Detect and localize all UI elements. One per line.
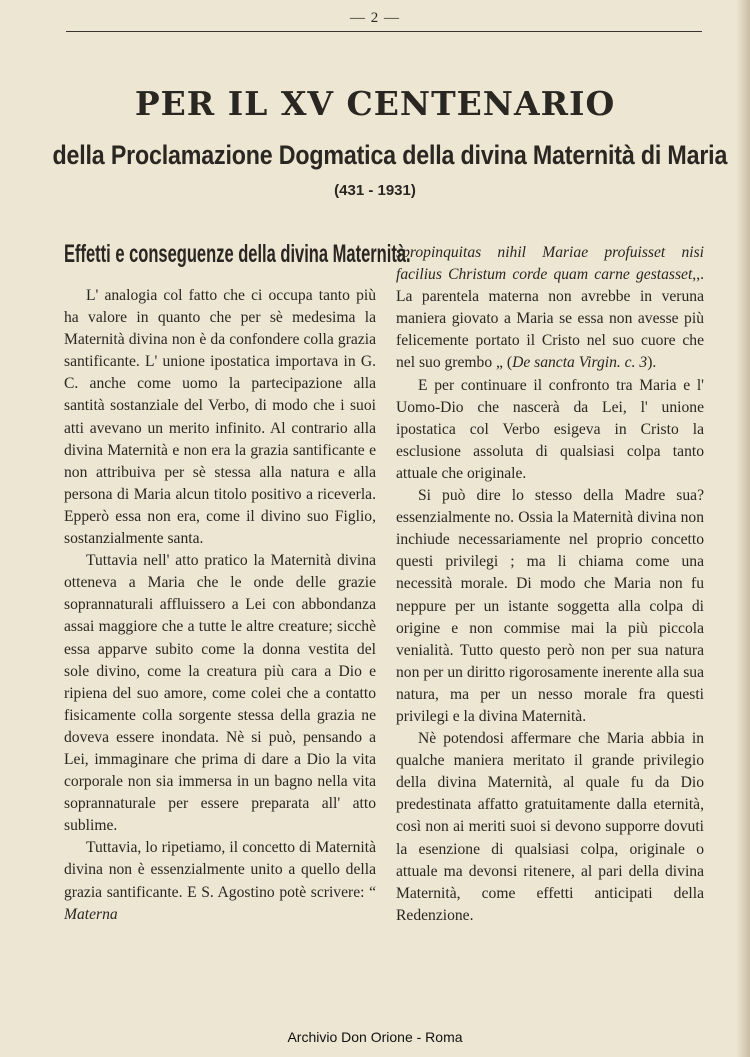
paragraph: E per continuare il confronto tra Maria e l' Uomo-Dio che nascerà da Lei, l' unione ipostatica col Verbo esigeva in Cristo la esclusione assoluta di qualsiasi colpa tanto attuale che originale. <box>396 376 704 482</box>
page-number: — 2 — <box>350 10 400 26</box>
citation: De sancta Virgin. c. 3 <box>512 354 648 372</box>
text-run: Tuttavia, lo ripetiamo, il concetto di Maternità divina non è essenzialmente unito a quello della grazia santificante. E S. Agostino potè scrivere: “ <box>64 839 376 901</box>
left-column <box>64 285 376 926</box>
text-run: ). <box>647 354 657 372</box>
latin-quote: Materna <box>64 905 118 923</box>
paragraph: Si può dire lo stesso della Madre sua? essenzialmente no. Ossia la Maternità divina non inchiude necessariamente nel proprio concetto questi privilegi ; ma li chiama come una necessità morale. Di modo che Maria non fu neppure per un istante soggetta alla colpa di origine e non commise mai la più piccola venialità. Tutto questo però non per sua natura non per un diritto rigorosamente inerente alla sua natura, ma per un nesso morale fra questi privilegi e la divina Maternità. <box>396 487 704 725</box>
title-dates: (431 - 1931) <box>334 182 416 199</box>
paragraph <box>64 837 376 925</box>
text-run: ,,. La parentela materna non avrebbe in veruna maniera giovato a Maria se essa non avesse più felicemente portato il Cristo nel suo cuore che nel suo grembo „ ( <box>396 266 704 372</box>
header-rule <box>66 31 702 32</box>
latin-quote: spropinquitas nihil Mariae profuisset nisi facilius Christum corde quam carne gestasset <box>396 244 704 284</box>
main-title: PER IL XV CENTENARIO <box>134 84 616 123</box>
paragraph: Nè potendosi affermare che Maria abbia in qualche maniera meritato il grande privilegio della divina Maternità, al quale fu da Dio predestinata affatto gratuitamente dalla eternità, così non ai meriti suoi si devono supporre dovuti la esenzione di qualsiasi colpa, originale o attuale ma devonsi ritenere, al pari della divina Maternità, come effetti anticipati della Redenzione. <box>396 730 704 924</box>
paragraph <box>396 242 704 375</box>
archive-footer: Archivio Don Orione - Roma <box>287 1029 463 1045</box>
paragraph: L' analogia col fatto che ci occupa tanto più ha valore in quanto che per sè medesima la Maternità divina non è da confondere colla grazia santificante. L' unione ipostatica importava in G. C. anche come uomo la partecipazione alla santità sostanziale del Verbo, di modo che i suoi atti avevano un merito infinito. Al contrario alla divina Maternità e non era la grazia santificante e non attribuiva per sè stessa alla natura e alla persona di Maria alcun titolo positivo a riceverla. Epperò essa non era, come il divino suo Figlio, sostanzialmente santa. <box>64 287 376 548</box>
right-column <box>396 242 704 927</box>
page-edge-shadow <box>736 0 750 1057</box>
subtitle: della Proclamazione Dogmatica della divina Maternità di Maria <box>52 140 728 170</box>
section-heading: Effetti e conseguenze della divina Maternità. <box>64 240 411 268</box>
paragraph: Tuttavia nell' atto pratico la Maternità divina otteneva a Maria che le onde delle grazie soprannaturali affluissero a Lei con abbondanza assai maggiore che a tutte le altre creature; sicchè essa apparve subito come la donna vestita del sole divino, come la creatura più cara a Dio e ripiena del suo amore, come colei che a contatto fisicamente colla sorgente stessa della grazia ne doveva essere inondata. Nè si può, pensando a Lei, immaginare che prima di dare a Dio la vita corporale non sia immersa in un bagno nella vita soprannaturale per essere preparata all' atto sublime. <box>64 552 376 835</box>
